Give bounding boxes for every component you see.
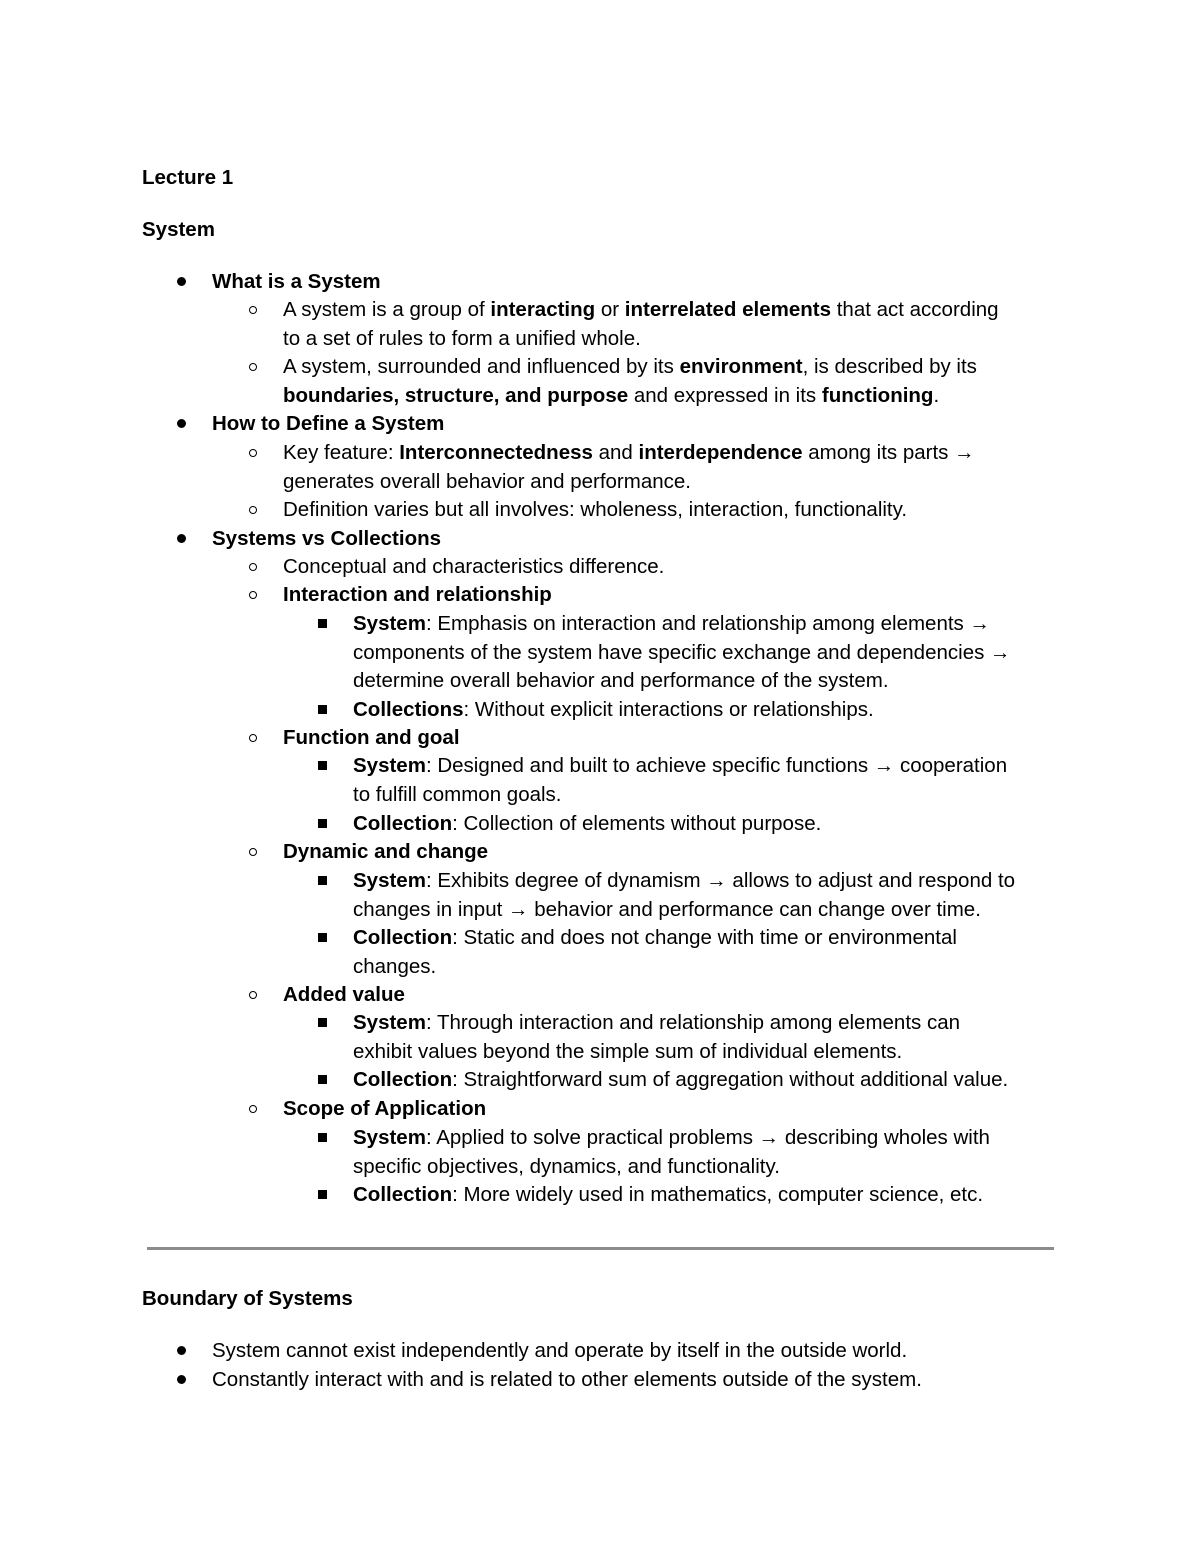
bullet-circle [249,496,257,525]
bullet-square [318,1124,327,1153]
bullet-square [318,924,327,953]
how-define-p1: Key feature: Interconnectedness and interdependence among its parts → generates overall behavior and performance. [283,441,975,493]
bullet-dot [177,410,186,439]
bullet-dot [177,268,186,297]
bullet-circle [249,838,257,867]
bullet-circle [249,724,257,753]
function-collection: Collection: Collection of elements without purpose. [353,812,822,835]
bullet-dot [177,525,186,554]
bullet-square [318,1009,327,1038]
interaction-heading: Interaction and relationship [283,583,552,606]
subheading-systems-vs-collections: Systems vs Collections [212,527,442,550]
bullet-circle [249,553,257,582]
subheading-what-is-system: What is a System [212,270,381,293]
added-value-heading: Added value [283,983,405,1006]
section-heading-boundary: Boundary of Systems [142,1287,353,1310]
bullet-circle [249,439,257,468]
subheading-how-to-define: How to Define a System [212,412,445,435]
added-collection: Collection: Straightforward sum of aggregation without additional value. [353,1068,1009,1091]
bullet-square [318,610,327,639]
bullet-square [318,810,327,839]
dynamic-collection: Collection: Static and does not change with time or environmental changes. [353,926,957,978]
bullet-circle [249,296,257,325]
interaction-collection: Collections: Without explicit interactions or relationships. [353,698,874,721]
bullet-dot [177,1366,186,1395]
function-heading: Function and goal [283,726,460,749]
bullet-square [318,1181,327,1210]
section-heading-system: System [142,218,215,241]
scope-system: System: Applied to solve practical problems → describing wholes with specific objectives, dynamics, and functionality. [353,1126,990,1178]
what-is-p1: A system is a group of interacting or interrelated elements that act according to a set of rules to form a unified whole. [283,298,999,350]
what-is-p2: A system, surrounded and influenced by its environment, is described by its boundaries, structure, and purpose and expressed in its functioning. [283,355,977,407]
function-system: System: Designed and built to achieve specific functions → cooperation to fulfill common goals. [353,754,1008,806]
bullet-circle [249,353,257,382]
bullet-square [318,867,327,896]
scope-heading: Scope of Application [283,1097,487,1120]
dynamic-system: System: Exhibits degree of dynamism → allows to adjust and respond to changes in input → behavior and performance can change over time. [353,869,1016,921]
horizontal-divider [147,1247,1054,1250]
scope-collection: Collection: More widely used in mathematics, computer science, etc. [353,1183,984,1206]
vs-intro: Conceptual and characteristics difference. [283,555,665,578]
bullet-square [318,752,327,781]
interaction-system: System: Emphasis on interaction and relationship among elements → components of the system have specific exchange and dependencies → determine overall behavior and performance of the system. [353,612,1011,692]
dynamic-heading: Dynamic and change [283,840,489,863]
bullet-square [318,696,327,725]
bullet-circle [249,981,257,1010]
boundary-item: Constantly interact with and is related to other elements outside of the system. [212,1368,922,1391]
how-define-p2: Definition varies but all involves: wholeness, interaction, functionality. [283,498,908,521]
bullet-square [318,1066,327,1095]
added-system: System: Through interaction and relationship among elements can exhibit values beyond the simple sum of individual elements. [353,1011,961,1063]
lecture-title: Lecture 1 [142,166,234,189]
bullet-dot [177,1337,186,1366]
bullet-circle [249,581,257,610]
bullet-circle [249,1095,257,1124]
boundary-item: System cannot exist independently and operate by itself in the outside world. [212,1339,908,1362]
